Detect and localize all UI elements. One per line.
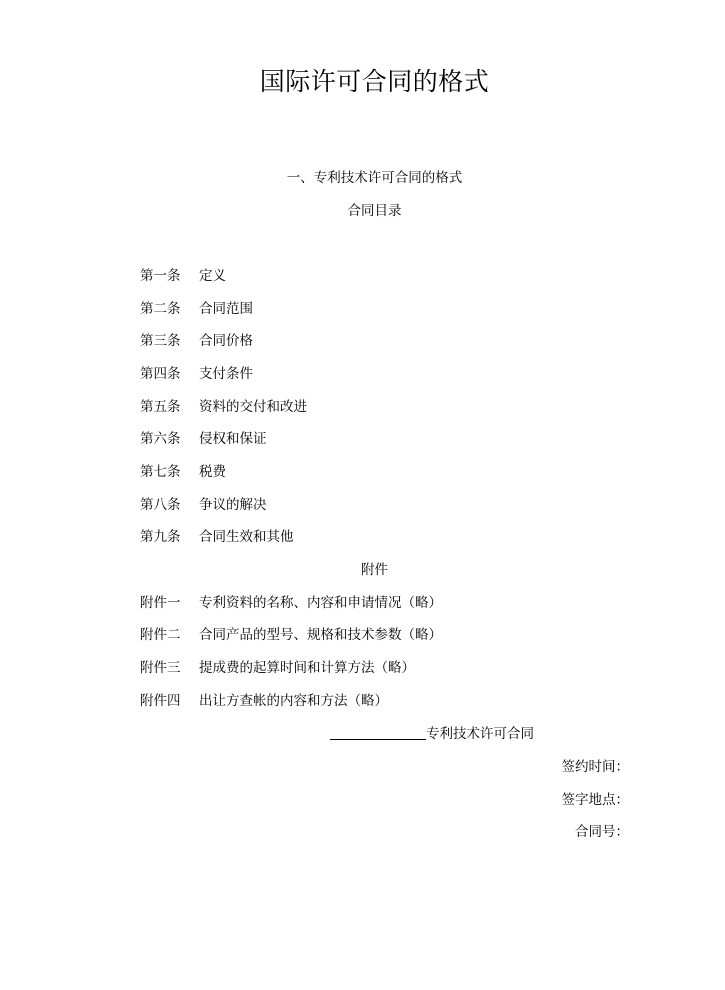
attachment-2 [140, 623, 442, 643]
signing-place-label: 签字地点： [561, 792, 629, 808]
article-title: 侵权和保证 [199, 431, 267, 447]
attachment-number: 附件一 [140, 595, 181, 611]
contract-name-line [330, 722, 534, 742]
contract-name-suffix: 专利技术许可合同 [426, 726, 534, 742]
article-number: 第九条 [140, 529, 181, 545]
article-title: 支付条件 [199, 366, 253, 382]
article-title: 争议的解决 [199, 497, 267, 513]
toc-article-8 [140, 493, 267, 513]
toc-article-7 [140, 460, 226, 480]
article-title: 资料的交付和改进 [199, 399, 307, 415]
attachment-3 [140, 656, 415, 676]
toc-article-3 [140, 329, 253, 349]
article-number: 第八条 [140, 497, 181, 513]
toc-article-6 [140, 427, 267, 447]
toc-heading: 合同目录 [347, 203, 402, 219]
article-number: 第一条 [140, 268, 181, 284]
article-title: 合同生效和其他 [199, 529, 294, 545]
document-title: 国际许可合同的格式 [259, 67, 490, 96]
attachments-heading: 附件 [361, 562, 388, 578]
attachment-title: 专利资料的名称、内容和申请情况（略） [199, 595, 442, 611]
toc-article-1 [140, 264, 226, 284]
toc-article-4 [140, 362, 253, 382]
toc-article-2 [140, 297, 253, 317]
attachment-number: 附件二 [140, 627, 181, 643]
attachment-4 [140, 689, 388, 709]
article-number: 第四条 [140, 366, 181, 382]
article-number: 第六条 [140, 431, 181, 447]
article-title: 税费 [199, 464, 226, 480]
section-title: 一、专利技术许可合同的格式 [286, 170, 463, 186]
attachment-title: 提成费的起算时间和计算方法（略） [199, 660, 415, 676]
article-number: 第七条 [140, 464, 181, 480]
toc-article-5 [140, 395, 307, 415]
attachment-number: 附件三 [140, 660, 181, 676]
attachment-title: 合同产品的型号、规格和技术参数（略） [199, 627, 442, 643]
article-number: 第五条 [140, 399, 181, 415]
contract-name-blank [330, 725, 426, 740]
attachment-title: 出让方查帐的内容和方法（略） [199, 693, 388, 709]
article-title: 合同范围 [199, 301, 253, 317]
article-number: 第三条 [140, 333, 181, 349]
article-title: 合同价格 [199, 333, 253, 349]
toc-article-9 [140, 525, 294, 545]
contract-number-label: 合同号： [575, 824, 629, 840]
signing-time-label: 签约时间： [561, 759, 629, 775]
article-number: 第二条 [140, 301, 181, 317]
article-title: 定义 [199, 268, 226, 284]
attachment-number: 附件四 [140, 693, 181, 709]
attachment-1 [140, 591, 442, 611]
